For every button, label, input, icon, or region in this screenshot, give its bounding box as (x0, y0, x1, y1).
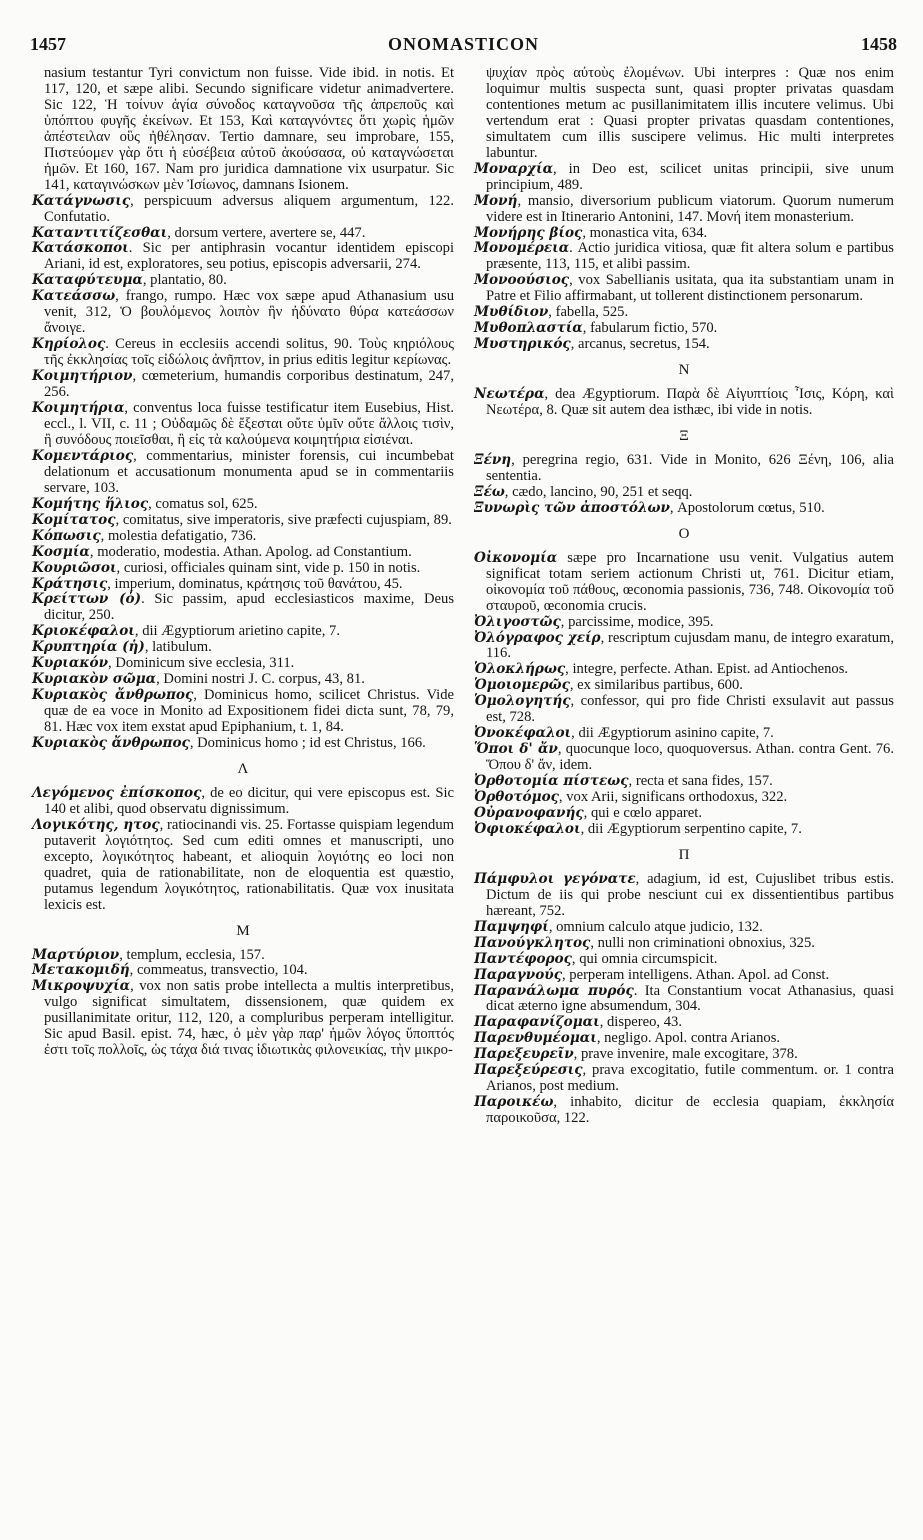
entry-text: . Actio juridica vitiosa, quæ fit altera solum e partibus præsente, 113, 115, et alibi passim. (486, 240, 894, 273)
entry-term: Κηρίολος (32, 336, 106, 353)
entry-term: Κατάγνωσις (32, 192, 131, 209)
entry-text: nasium testantur Tyri convictum non fuisse. Vide ibid. in notis. Et 117, 120, et sæpe alibi. Secundo significare videtur animadvertere. Sic 122, Ἡ τοίνυν ἁγία σύνοδος καταγνοῦσα τῆς ἀπρεποῦς καὶ ὑπόπτου φυγῆς ἐκείνων. Et 153, Καὶ καταγνόντες ὅτι χωρὶς ἡμῶν ἀπέστειλαν οὓς ἠθέλησαν. Tertio damnare, seu improbare, 155, Πιστεύομεν γὰρ ὅτι ἡ εὐσέβεια αὐτοῦ ἀκούσασα, οὐ καταγνώσεται ἡμῶν. Et 160, 167. Nam pro juridica damnatione vix usurpatur. Sic 141, καταγινώσκων μὲν Ἰσίωνος, damnans Isionem. (44, 65, 454, 193)
dictionary-entry (32, 818, 454, 914)
entry-term: Παρανάλωμα πυρός (474, 982, 634, 999)
dictionary-entry (474, 1063, 894, 1095)
dictionary-entry (474, 387, 894, 419)
dictionary-entry (32, 289, 454, 337)
running-title: ONOMASTICON (387, 34, 539, 54)
entry-term: Κομεντάριος (32, 447, 134, 464)
entry-text: , molestia defatigatio, 736. (100, 527, 257, 544)
dictionary-entry (474, 337, 894, 353)
entry-text: , dii Ægyptiorum asinino capite, 7. (571, 725, 774, 742)
dictionary-entry (474, 726, 894, 742)
entry-text: , conventus loca fuisse testificatur item Eusebius, Hist. eccl., l. VII, c. 11 ; Οὐδαμῶς δὲ ἔξεσται οὔτε ὑμῖν οὔτε ἄλλοις τισὶν, ἢ συνόδους ποιεῖσθαι, ἢ εἰς τὰ καλούμενα κοιμητήρια εἰσιέναι. (44, 400, 454, 448)
entry-text: , commentarius, minister forensis, cui incumbebat delationum et accusationum monumenta apud se in commentariis servare, 103. (44, 447, 454, 496)
entry-term: Καταφύτευμα (32, 272, 143, 289)
entry-term: Κρυπτηρία (ἡ) (32, 639, 145, 656)
dictionary-entry (474, 1015, 894, 1031)
dictionary-entry (32, 963, 454, 979)
dictionary-entry (32, 624, 454, 640)
entry-text: , vox Arii, significans orthodoxus, 322. (558, 789, 788, 806)
entry-term: Ὀρθοτόμος (474, 789, 559, 806)
dictionary-entry (474, 1047, 894, 1063)
entry-term: Κομίτατος (32, 511, 116, 528)
dictionary-entry (474, 774, 894, 790)
entry-term: Μονήρης βίος (474, 224, 583, 241)
dictionary-entry (474, 968, 894, 984)
entry-term: Ὀλιγοστῶς (474, 613, 561, 630)
entry-term: Ξέω (474, 483, 505, 500)
entry-term: Πάμφυλοι γεγόνατε (474, 870, 636, 887)
section-letter: Π (678, 846, 690, 863)
entry-term: Ὅποι δ' ἄν (474, 741, 558, 758)
entry-term: Ὀνοκέφαλοι (474, 725, 572, 742)
entry-text: , prava excogitatio, futile commentum. or. 1 contra Arianos, post medium. (486, 1062, 894, 1095)
dictionary-entry (474, 678, 894, 694)
entry-term: Παραφανίζομαι (474, 1014, 600, 1031)
entry-term: Κοιμητήρια (32, 400, 125, 417)
dictionary-entry (32, 273, 454, 289)
dictionary-entry (32, 337, 454, 369)
entry-term: Ὁμοιομερῶς (474, 677, 570, 694)
entry-term: Νεωτέρα (474, 386, 545, 403)
entry-text: . Sic passim, apud ecclesiasticos maxime, Deus dicitur, 250. (44, 591, 455, 624)
dictionary-entry (32, 577, 454, 593)
entry-term: Παροικέω (474, 1094, 554, 1111)
entry-text: , curiosi, officiales quinam sint, vide p. 150 in notis. (116, 559, 421, 576)
dictionary-entry (32, 786, 454, 818)
entry-text: , plantatio, 80. (142, 272, 227, 289)
dictionary-entry (32, 449, 454, 497)
entry-term: Κρείττων (ὁ) (32, 591, 142, 608)
entry-term: Κομήτης ἥλιος (32, 495, 149, 512)
entry-text: , vox non satis probe intellecta a multis interpretibus, vulgo significat simultatem, dissensionem, quæ quidem ex pusillanimitate oritur, 112, 120, a compluribus perperam intelligitur. Sic apud Basil. epist. 74, hæc, ὁ μὲν γὰρ παρ' ἡμῶν λόγος ὕποπτός ἐστι τοῖς πολλοῖς, ὡς τάχα διά τινας ἰδιωτικὰς φιλονεικίας, τὴν μικρο- (44, 978, 454, 1059)
dictionary-entry (32, 369, 454, 401)
entry-text: , nulli non criminationi obnoxius, 325. (590, 934, 815, 951)
dictionary-entry (32, 194, 454, 226)
entry-term: Παμψηφί (474, 918, 549, 935)
dictionary-entry (32, 241, 454, 273)
dictionary-entry (474, 806, 894, 822)
dictionary-entry (32, 226, 454, 242)
entry-term: Κατεάσσω (32, 288, 116, 305)
entry-term: Ὀφιοκέφαλοι (474, 820, 581, 837)
entry-text: . Sic per antiphrasin vocantur identidem episcopi Ariani, id est, exploratores, seu potius, episcopis adversarii, 274. (44, 240, 454, 273)
entry-text: , ex similaribus partibus, 600. (569, 677, 743, 694)
entry-term: Λεγόμενος ἐπίσκοπος (32, 784, 202, 801)
dictionary-entry (474, 615, 894, 631)
entry-text: sæpe pro Incarnatione usu venit. Vulgatius autem significat totam seriem actionum Christi ut, 761. Dicitur etiam, οἰκονομία τοῦ πάθους, œconomia passionis, 736, 748. Οἰκονομία τοῦ σταυροῦ, œconomia crucis. (486, 549, 894, 614)
entry-term: Μυστηρικός (474, 336, 571, 353)
entry-text: , vox Sabellianis usitata, qua ita substantiam unam in Patre et Filio affirmabant, ut tollerent distinctionem personarum. (486, 272, 894, 305)
running-header (30, 34, 897, 60)
entry-term: Μοναρχία (474, 160, 554, 177)
continued-entry (474, 66, 894, 162)
entry-text: , quocunque loco, quoquoversus. Athan. contra Gent. 76. Ὅπου δ' ἄν, idem. (486, 741, 894, 774)
entry-term: Μυθοπλαστία (474, 320, 583, 337)
entry-text: , de eo dicitur, qui vere episcopus est. Sic 140 et alibi, quod observatu dignissimum. (44, 784, 455, 817)
entry-text: , qui omnia circumspicit. (571, 950, 718, 967)
dictionary-entry (32, 979, 454, 1059)
entry-term: Μυθίδιον (474, 304, 549, 321)
dictionary-entry (32, 592, 454, 624)
entry-text: , fabella, 525. (548, 304, 629, 321)
continued-entry (32, 66, 454, 194)
entry-text: , ratiocinandi vis. 25. Fortasse quispiam legendum putaverit λογιότητος. Sed cum editi omnes et manuscripti, uno excepto, λογικότητος habeant, et alioquin λογιότης eo loci non quadret, quia de rationabilitate, non de eloquentia est quæstio, putamus legendum λογικότητος, rationabilitatis. Quæ vox inusitata lexicis est. (44, 816, 454, 913)
dictionary-entry (32, 545, 454, 561)
entry-term: Κυριακόν (32, 655, 109, 672)
dictionary-entry (474, 501, 894, 517)
dictionary-entry (474, 241, 894, 273)
entry-text: , monastica vita, 634. (582, 224, 708, 241)
page-number-left: 1457 (30, 34, 66, 54)
entry-text: , negligo. Apol. contra Arianos. (596, 1030, 781, 1047)
entry-text: , adagium, id est, Cujuslibet tribus estis. Dictum de iis qui probe nesciunt cui ex dissentientibus partibus hæreant, 752. (486, 870, 894, 919)
entry-term: Κατάσκοποι (32, 240, 129, 257)
right-column (474, 66, 894, 1127)
entry-text: , Domini nostri J. C. corpus, 43, 81. (156, 671, 365, 688)
entry-text: , frango, rumpo. Hæc vox sæpe apud Athanasium usu venit, 312, Ὁ βουλόμενος λοιπὸν ἣν ἠδύνατο θύρα κατεάσσων ἄνοιγε. (44, 288, 454, 337)
entry-term: Κυριακὸς ἄνθρωπος (32, 687, 194, 704)
entry-text: , dea Ægyptiorum. Παρὰ δὲ Αἰγυπτίοις Ἶσις, Κόρη, καὶ Νεωτέρα, 8. Quæ sit autem dea isthæc, ibi vide in notis. (486, 386, 894, 419)
dictionary-entry (474, 162, 894, 194)
dictionary-entry (474, 742, 894, 774)
entry-text: , in Deo est, scilicet unitas principii, sive unum principium, 489. (486, 160, 894, 193)
entry-term: Παρεξεύρεσις (474, 1062, 583, 1079)
dictionary-entry (474, 273, 894, 305)
entry-text: , dorsum vertere, avertere se, 447. (167, 224, 366, 241)
entry-term: Ξένη (474, 451, 512, 468)
entry-term: Μαρτύριον (32, 946, 120, 963)
entry-text: , Dominicum sive ecclesia, 311. (108, 655, 295, 672)
entry-term: Μετακομιδή (32, 962, 130, 979)
entry-text: , recta et sana fides, 157. (628, 773, 773, 790)
entry-text: . Ita Constantium vocat Athanasius, quasi dicat æterno igne absumendum, 304. (486, 982, 894, 1015)
entry-term: Ὀρθοτομία πίστεως (474, 773, 629, 790)
entry-text: , arcanus, secretus, 154. (570, 336, 710, 353)
dictionary-entry (32, 640, 454, 656)
entry-term: Κόπωσις (32, 527, 101, 544)
entry-term: Οἰκονομία (474, 549, 558, 566)
section-letter: M (236, 922, 250, 939)
entry-text: , imperium, dominatus, κράτησις τοῦ θανάτου, 45. (107, 575, 403, 592)
entry-text: , comitatus, sive imperatoris, sive præfecti cujuspiam, 89. (115, 511, 452, 528)
entry-term: Παραγνούς (474, 966, 562, 983)
dictionary-entry (32, 497, 454, 513)
entry-term: Κυριακὸν σῶμα (32, 671, 157, 688)
dictionary-entry (474, 226, 894, 242)
entry-text: , peregrina regio, 631. Vide in Monito, 626 Ξένη, 106, alia sententia. (486, 451, 894, 484)
entry-text: , dii Ægyptiorum arietino capite, 7. (134, 623, 340, 640)
dictionary-entry (32, 529, 454, 545)
entry-text: , parcissime, modice, 395. (560, 613, 714, 630)
entry-text: , dispereo, 43. (599, 1014, 682, 1031)
entry-text: , confessor, qui pro fide Christi exsulavit aut passus est, 728. (486, 693, 894, 726)
entry-term: Κοιμητήριον (32, 368, 133, 385)
entry-term: Κοσμία (32, 543, 90, 560)
entry-text: , perperam intelligens. Athan. Apol. ad Const. (562, 966, 830, 983)
dictionary-entry (474, 321, 894, 337)
dictionary-entry (32, 401, 454, 449)
dictionary-entry (474, 822, 894, 838)
dictionary-entry (474, 952, 894, 968)
dictionary-entry (32, 688, 454, 736)
dictionary-entry (474, 694, 894, 726)
entry-term: Κουριῶσοι (32, 559, 117, 576)
entry-text: , prave invenire, male excogitare, 378. (573, 1046, 798, 1063)
dictionary-entry (474, 485, 894, 501)
dictionary-entry (32, 736, 454, 752)
dictionary-entry (474, 551, 894, 615)
entry-text: , fabularum fictio, 570. (582, 320, 718, 337)
entry-text: , templum, ecclesia, 157. (119, 946, 265, 963)
entry-text: , mansio, diversorium publicum viatorum. Quorum numerum videre est in Itinerario Antonini, 147. Μονή item monasterium. (486, 192, 894, 225)
dictionary-entry (474, 194, 894, 226)
entry-text: , cædo, lancino, 90, 251 et seqq. (504, 483, 693, 500)
entry-term: Πανούγκλητος (474, 934, 591, 951)
dictionary-entry (474, 631, 894, 663)
entry-term: Παρενθυμέομαι (474, 1030, 597, 1047)
left-column (32, 66, 454, 1059)
entry-text: , Dominicus homo, scilicet Christus. Vide quæ de ea voce in Monito ad Expositionem fidei dicta sunt, 78, 79, 81. Hæc vox item exstat apud Epiphanium, t. 1, 84. (44, 687, 454, 736)
entry-term: Ὁμολογητής (474, 693, 571, 710)
entry-text: , comatus sol, 625. (148, 495, 258, 512)
entry-term: Μονομέρεια (474, 240, 570, 257)
entry-term: Καταντιτίζεσθαι (32, 224, 168, 241)
entry-text: , perspicuum adversus aliquem argumentum, 122. Confutatio. (44, 192, 454, 225)
entry-text: , moderatio, modestia. Athan. Apolog. ad Constantium. (89, 543, 412, 560)
entry-term: Κυριακὸς ἄνθρωπος (32, 735, 190, 752)
page-number-right: 1458 (861, 34, 897, 54)
dictionary-entry (474, 790, 894, 806)
dictionary-entry (474, 984, 894, 1016)
dictionary-entry (32, 513, 454, 529)
entry-text: . Cereus in ecclesiis accendi solitus, 90. Τοὺς κηριόλους τῆς ἐκκλησίας τοῖς εἰδώλοις ἀνῆπτον, in prius editis legitur κερίωνας. (44, 336, 454, 369)
dictionary-entry (474, 305, 894, 321)
entry-text: , integre, perfecte. Athan. Epist. ad Antiochenos. (565, 661, 849, 678)
entry-term: Οὐρανοφανής (474, 804, 584, 821)
dictionary-entry (474, 1031, 894, 1047)
dictionary-entry (474, 662, 894, 678)
section-letter: Λ (237, 760, 249, 777)
dictionary-entry (32, 561, 454, 577)
section-letter: O (678, 525, 690, 542)
entry-text: , rescriptum cujusdam manu, de integro exaratum, 116. (486, 629, 894, 662)
entry-term: Κράτησις (32, 575, 108, 592)
entry-text: , dii Ægyptiorum serpentino capite, 7. (580, 820, 802, 837)
entry-text: , inhabito, dicitur de ecclesia quapiam, ἐκκλησία παροικοῦσα, 122. (486, 1094, 894, 1127)
entry-term: Μικροψυχία (32, 978, 131, 995)
dictionary-entry (474, 920, 894, 936)
entry-term: Λογικότης, ητος (32, 816, 160, 833)
section-letter: N (678, 362, 690, 379)
dictionary-entry (32, 672, 454, 688)
entry-text: , qui e cœlo apparet. (583, 804, 702, 821)
entry-text: ψυχίαν πρὸς αὐτοὺς ἐλομένων. Ubi interpres : Quæ nos enim loquimur multis suspecta sunt, quasi propter privatas quasdam contentiones metum ac pusillanimitatem illis incutere velimus. Ubi vertendum erat : Quasi propter privatas quasdam contentiones, simultatem cum illis suscipere velimus. Hic multi interpretes labuntur. (486, 65, 894, 161)
entry-term: Παντέφορος (474, 950, 572, 967)
entry-term: Μονή (474, 192, 518, 209)
dictionary-entry (474, 1095, 894, 1127)
dictionary-entry (32, 948, 454, 964)
entry-term: Ξυνωρὶς τῶν ἀποστόλων (474, 499, 670, 516)
entry-text: , Apostolorum cœtus, 510. (669, 499, 825, 516)
dictionary-entry (474, 936, 894, 952)
dictionary-entry (474, 453, 894, 485)
entry-text: , omnium calculo atque judicio, 132. (548, 918, 763, 935)
entry-term: Μονοούσιος (474, 272, 570, 289)
entry-term: Ὀλόγραφος χείρ (474, 629, 601, 646)
entry-text: , latibulum. (144, 639, 212, 656)
section-letter: Ξ (679, 428, 689, 445)
entry-term: Παρεξευρεῖν (474, 1046, 574, 1063)
entry-term: Ὁλοκλήρως (474, 661, 566, 678)
dictionary-entry (474, 872, 894, 920)
entry-text: , cœmeterium, humandis corporibus destinatum, 247, 256. (44, 368, 454, 401)
entry-text: , commeatus, transvectio, 104. (129, 962, 308, 979)
dictionary-entry (32, 656, 454, 672)
entry-term: Κριοκέφαλοι (32, 623, 135, 640)
entry-text: , Dominicus homo ; id est Christus, 166. (189, 735, 426, 752)
